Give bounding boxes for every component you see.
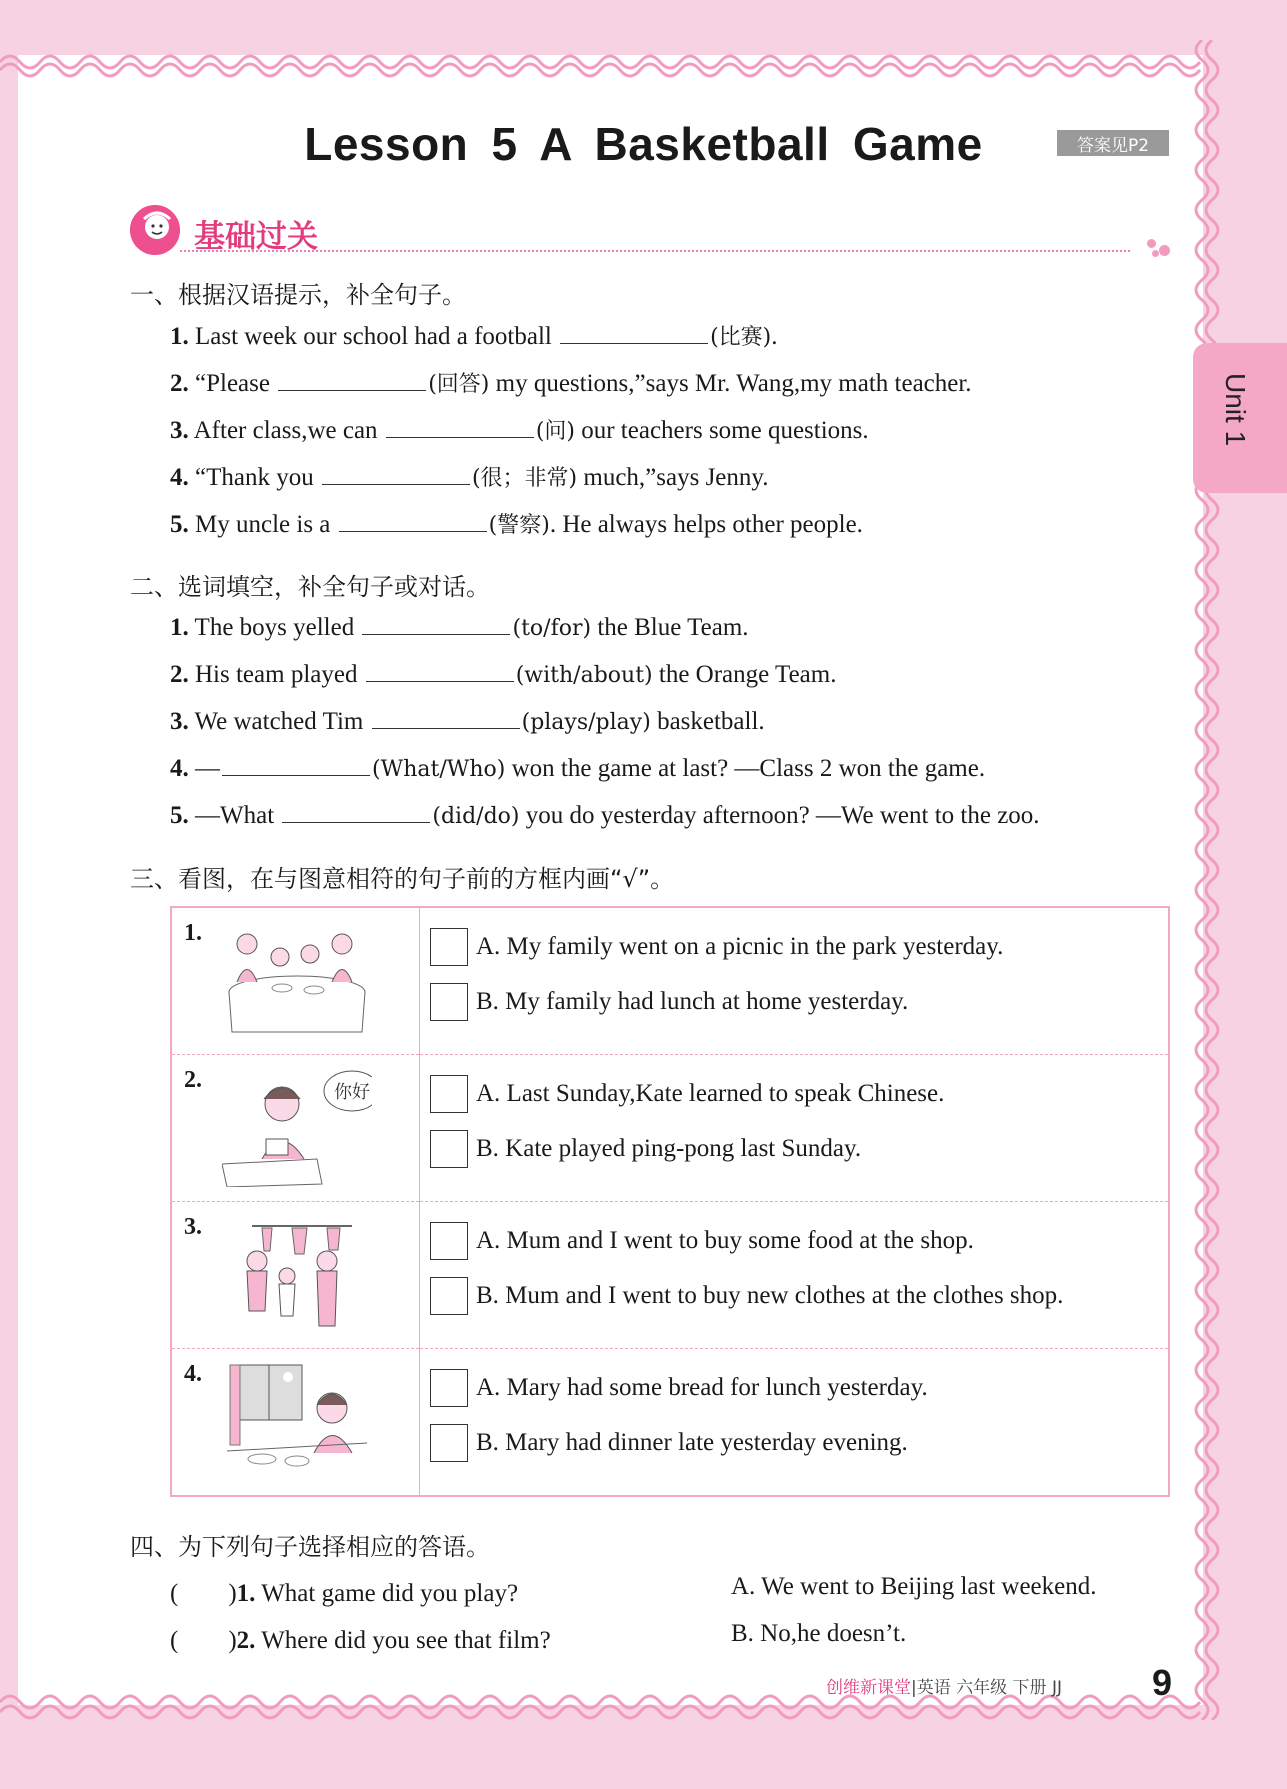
part3-heading: 三、看图，在与图意相符的句子前的方框内画“√”。 [130,865,675,893]
answer-blank[interactable] [366,659,514,682]
decor-dot [1147,239,1156,248]
picture-cell [171,1349,420,1497]
item-hint: (to/for) [512,616,592,641]
item-text: you do yesterday afternoon? —We went to the zoo. [519,802,1040,829]
part1-item [170,320,778,351]
item-text: the Orange Team. [652,661,837,688]
decor-dot [1159,245,1170,256]
unit-tab[interactable] [1193,343,1287,493]
picture-cell [171,1202,420,1349]
answer-blank[interactable] [372,706,520,729]
question-number: 2. [236,1627,256,1654]
item-hint: (警察) [488,513,550,538]
option-a [430,1368,928,1408]
item-text: My uncle is a [188,511,337,538]
family-dinner-illustration [222,922,372,1040]
answer-blank[interactable] [362,612,510,635]
section-header [130,205,1170,255]
item-hint: (plays/play) [521,710,651,735]
options-cell [420,1349,1170,1497]
item-text: — [188,755,220,782]
item-hint: (比赛) [710,325,772,350]
item-hint: (很；非常) [471,466,578,491]
answer-paren[interactable]: ( ) [170,1580,237,1607]
answer-blank[interactable] [282,800,430,823]
item-hint: (What/Who) [372,757,506,782]
checkbox[interactable] [430,1075,468,1113]
item-text: our teachers some questions. [574,417,869,444]
item-hint: (问) [535,419,575,444]
question-item [170,1573,518,1609]
picture-cell [171,907,420,1055]
item-hint: (回答) [428,372,490,397]
question-text: Where did you see that film? [255,1627,551,1654]
item-text: basketball. [650,708,765,735]
answer-blank[interactable] [222,753,370,776]
part2-item [170,800,1040,830]
page-number: 9 [1152,1662,1173,1703]
part2-item [170,612,749,642]
answer-blank[interactable] [339,509,487,532]
question-item [170,1620,551,1656]
options-cell [420,1202,1170,1349]
picture-table [170,906,1170,1497]
question-number: 1. [236,1580,256,1607]
options-cell [420,907,1170,1055]
answer-option: B. No,he doesn’t. [731,1620,907,1647]
part1-item [170,414,869,445]
option-a [430,927,1003,967]
item-text: Last week our school had a football [188,323,559,350]
item-text: —What [188,802,281,829]
footer [826,1673,1062,1698]
option-text: A. Mum and I went to buy some food at the shop. [476,1227,974,1254]
part1-item [170,367,972,398]
item-number: 3. [170,417,189,444]
item-number: 4. [170,755,189,782]
item-text: His team played [188,661,364,688]
option-text: A. Mary had some bread for lunch yesterday. [476,1374,928,1401]
option-b [430,1129,861,1169]
answer-reference-badge: 答案见P2 [1057,130,1169,156]
item-text: “Please [188,370,277,397]
unit-tab-label: Unit 1 [1220,373,1251,447]
item-hint: (did/do) [432,804,520,829]
checkbox[interactable] [430,1277,468,1315]
row-number: 2. [184,1067,202,1093]
option-text: B. My family had lunch at home yesterday. [476,988,909,1015]
item-number: 1. [170,323,189,350]
item-text: “Thank you [188,464,320,491]
girl-dinner-illustration [222,1363,372,1481]
item-text: much,”says Jenny. [577,464,769,491]
row-number: 3. [184,1214,202,1240]
lesson-title: Lesson 5 A Basketball Game [304,118,983,170]
item-number: 3. [170,708,189,735]
item-number: 1. [170,614,189,641]
option-text: A. My family went on a picnic in the park yesterday. [476,933,1004,960]
part1-item [170,461,769,492]
item-text: the Blue Team. [591,614,749,641]
footer-brand: 创维新课堂 [826,1678,911,1698]
item-text: . [771,323,778,350]
item-text: . He always helps other people. [549,511,863,538]
checkbox[interactable] [430,1424,468,1462]
option-b [430,1423,908,1463]
item-text: won the game at last? —Class 2 won the game. [505,755,986,782]
answer-option: A. We went to Beijing last weekend. [731,1573,1097,1600]
checkbox[interactable] [430,928,468,966]
decor-dot [1152,250,1159,257]
item-text: my questions,”says Mr. Wang,my math teacher. [489,370,972,397]
option-text: B. Mum and I went to buy new clothes at the clothes shop. [476,1282,1064,1309]
picture-cell [171,1055,420,1202]
section-title: 基础过关 [194,219,318,255]
picture-row [171,907,1169,1055]
row-number: 4. [184,1361,202,1387]
clothes-shop-illustration [222,1216,372,1334]
option-text: B. Kate played ping-pong last Sunday. [476,1135,862,1162]
part1-item [170,508,863,539]
part2-item [170,753,985,783]
answer-blank[interactable] [560,321,708,344]
item-number: 4. [170,464,189,491]
footer-info: |英语 六年级 下册 JJ [911,1678,1062,1698]
item-number: 5. [170,511,189,538]
part4-heading: 四、为下列句子选择相应的答语。 [130,1533,490,1561]
option-b [430,1276,1063,1316]
answer-blank[interactable] [322,462,470,485]
speech-bubble-text: 你好 [334,1082,370,1103]
item-number: 2. [170,370,189,397]
student-mascot-icon [130,205,180,255]
option-text: A. Last Sunday,Kate learned to speak Chinese. [476,1080,945,1107]
answer-paren[interactable]: ( ) [170,1627,237,1654]
item-hint: (with/about) [515,663,653,688]
item-number: 2. [170,661,189,688]
checkbox[interactable] [430,1130,468,1168]
part1-heading: 一、根据汉语提示，补全句子。 [130,281,466,309]
option-a [430,1221,974,1261]
girl-reading-illustration [222,1069,372,1187]
picture-row [171,1055,1169,1202]
section-divider [180,250,1130,252]
part2-item [170,659,836,689]
option-a [430,1074,944,1114]
checkbox[interactable] [430,1369,468,1407]
item-text: We watched Tim [188,708,370,735]
picture-row [171,1202,1169,1349]
picture-row [171,1349,1169,1497]
part2-item [170,706,765,736]
row-number: 1. [184,920,202,946]
checkbox[interactable] [430,983,468,1021]
answer-blank[interactable] [278,368,426,391]
option-text: B. Mary had dinner late yesterday evening. [476,1429,908,1456]
item-number: 5. [170,802,189,829]
item-text: The boys yelled [188,614,361,641]
option-b [430,982,908,1022]
checkbox[interactable] [430,1222,468,1260]
question-text: What game did you play? [255,1580,519,1607]
options-cell [420,1055,1170,1202]
answer-blank[interactable] [386,415,534,438]
part2-heading: 二、选词填空，补全句子或对话。 [130,573,490,601]
item-text: After class,we can [188,417,384,444]
